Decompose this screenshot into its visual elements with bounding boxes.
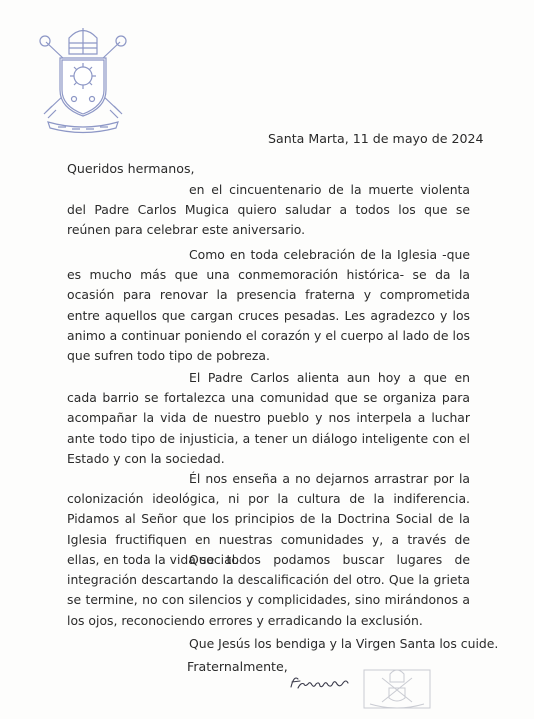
papal-coat-of-arms-icon xyxy=(36,24,130,134)
letter-paragraph-5: Que todos podamos buscar lugares de integración descartando la descalificación del otro. Que la grieta se termine, no con silencios y complicidades, sino mirándonos a los ojos, reconociendo errores y erradicando la exclusión. xyxy=(67,552,470,628)
handwritten-signature xyxy=(288,671,352,695)
letter-date: Santa Marta, 11 de mayo de 2024 xyxy=(268,131,484,146)
letter-paragraph-2: Como en toda celebración de la Iglesia -que es mucho más que una conmemoración histórica- se da la ocasión para renovar la presencia fraterna y comprometida entre aquellos que cargan cruces pesadas. Les agradezco y los animo a continuar poniendo el corazón y el cuerpo al lado de los que sufren todo tipo de pobreza. xyxy=(67,247,470,364)
letter-closing: Fraternalmente, xyxy=(187,659,288,674)
letter-paragraph-4: Él nos enseña a no dejarnos arrastrar por la colonización ideológica, ni por la cultura de la indiferencia. Pidamos al Señor que los principios de la Doctrina Social de la Iglesia fructifiquen en nuestras comunidades y, a través de ellas, en toda la vida social. xyxy=(67,471,470,567)
letter-paragraph-3: El Padre Carlos alienta aun hoy a que en cada barrio se fortalezca una comunidad que se organiza para acompañar la vida de nuestro pueblo y nos interpela a luchar ante todo tipo de injusticia, a tener un diálogo inteligente con el Estado y con la sociedad. xyxy=(67,370,470,466)
letter-greeting: Queridos hermanos, xyxy=(67,161,195,176)
letter-paragraph-1: en el cincuentenario de la muerte violenta del Padre Carlos Mugica quiero saludar a todos los que se reúnen para celebrar este aniversario. xyxy=(67,182,470,238)
letter-blessing: Que Jesús los bendiga y la Virgen Santa los cuide. xyxy=(189,636,499,651)
papal-seal-icon xyxy=(360,664,434,714)
